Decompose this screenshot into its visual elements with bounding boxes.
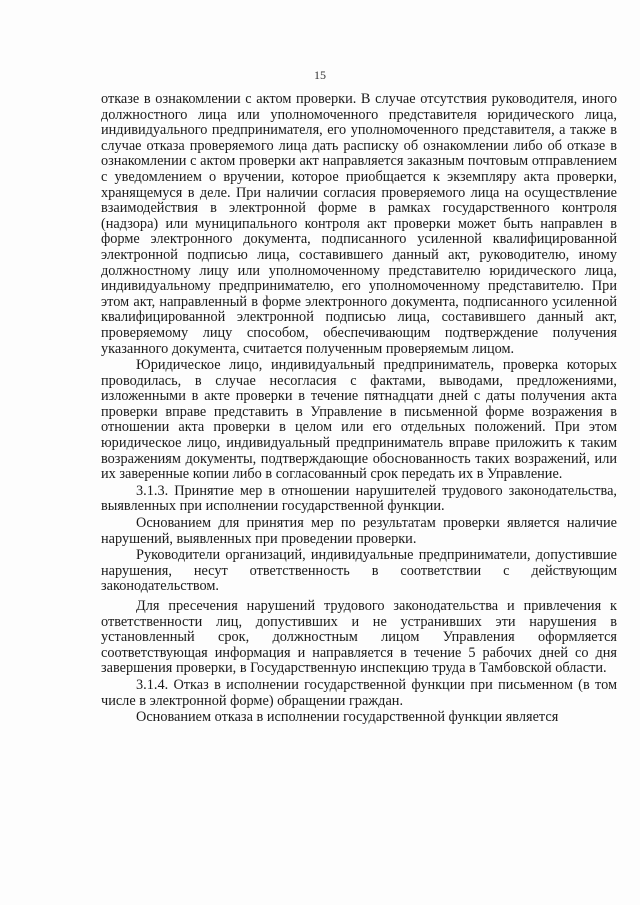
section-heading-3-1-3: 3.1.3. Принятие мер в отношении нарушителей трудового законодательства, выявленных при исполнении государственной функции. bbox=[101, 482, 617, 515]
paragraph: отказе в ознакомлении с актом проверки. В случае отсутствия руководителя, иного должностного лица или уполномоченного представителя юридического лица, индивидуального предпринимателя, его уполномоченного представителя, а также в случае отказа проверяемого лица дать расписку об ознакомлении либо об отказе в ознакомлении с актом проверки акт направляется заказным почтовым отправлением с уведомлением о вручении, которое приобщается к экземпляру акта проверки, хранящемуся в деле. При наличии согласия проверяемого лица на осуществление взаимодействия в электронной форме в рамках государственного контроля (надзора) или муниципального контроля акт проверки может быть направлен в форме электронного документа, подписанного усиленной квалифицированной электронной подписью лица, составившего данный акт, руководителю, иному должностному лицу или уполномоченному представителю юридического лица, индивидуальному предпринимателю, его уполномоченному представителю. При этом акт, направленный в форме электронного документа, подписанного усиленной квалифицированной электронной подписью лица, составившего данный акт, проверяемому лицу способом, обеспечивающим подтверждение получения указанного документа, считается полученным проверяемым лицом. bbox=[101, 91, 617, 357]
section-heading-3-1-4: 3.1.4. Отказ в исполнении государственной функции при письменном (в том числе в электронной форме) обращении граждан. bbox=[101, 676, 617, 709]
paragraph: Основанием отказа в исполнении государственной функции является bbox=[136, 709, 559, 726]
page-number: 15 bbox=[314, 68, 326, 82]
paragraph: Руководители организаций, индивидуальные предприниматели, допустившие нарушения, несут ответственность в соответствии с действующим законодательством. bbox=[101, 547, 617, 595]
document-body bbox=[101, 92, 617, 727]
paragraph: Для пресечения нарушений трудового законодательства и привлечения к ответственности лиц, допустивших и не устранивших эти нарушения в установленный срок, должностным лицом Управления оформляется соответствующая информация и направляется в течение 5 рабочих дней со дня завершения проверки, в Государственную инспекцию труда в Тамбовской области. bbox=[101, 598, 617, 677]
paragraph: Юридическое лицо, индивидуальный предприниматель, проверка которых проводилась, в случае несогласия с фактами, выводами, предложениями, изложенными в акте проверки в течение пятнадцати дней с даты получения акта проверки вправе представить в Управление в письменной форме возражения в отношении акта проверки в целом или его отдельных положений. При этом юридическое лицо, индивидуальный предприниматель вправе приложить к таким возражениям документы, подтверждающие обоснованность таких возражений, или их заверенные копии либо в согласованный срок передать их в Управление. bbox=[101, 357, 617, 483]
paragraph: Основанием для принятия мер по результатам проверки является наличие нарушений, выявленных при проведении проверки. bbox=[101, 515, 617, 547]
